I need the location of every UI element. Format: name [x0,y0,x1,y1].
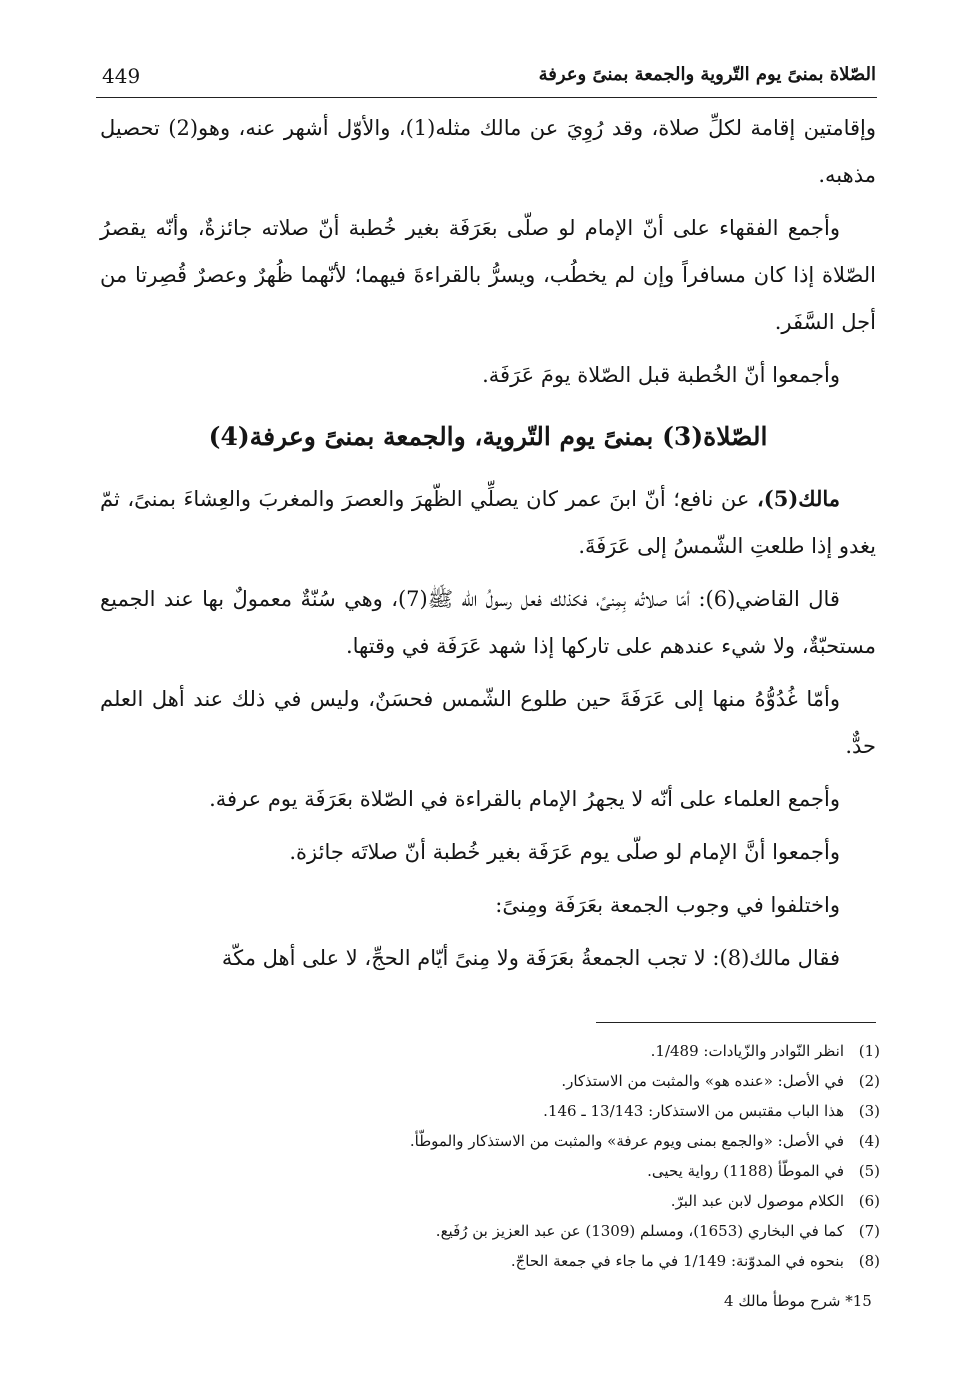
paragraph-body: عن نافع؛ أنّ ابنَ عمر كان يصلِّي الظّهرَ والعصرَ والمغربَ والعِشاءَ بمنىً، ثمّ يغدو إذا طلعتِ الشّمسُ إلى عَرَفَةَ. [100,487,876,558]
page-number: 449 [102,64,141,88]
printer-signature: 15* شرح موطأ مالك 4 [724,1292,872,1310]
paragraph: وأجمعوا أنَّ الإمام لو صلّى يوم عَرَفَة بغير خُطبة أنّ صلاتَه جائزة. [289,840,840,864]
footnote-text: في الموطّأ (1188) رواية يحيى. [647,1162,844,1180]
footnote [250,1096,880,1126]
footnote [250,1126,880,1156]
footnote-text: انظر النّوادر والزّيادات: 1/489. [650,1042,844,1060]
footnote-text: في الأصل: «والجمع بمنى ويوم عرفة» والمثبت من الاستذكار والموطّأ. [409,1132,844,1150]
footnote [250,1246,880,1276]
footnote [250,1216,880,1246]
paragraph: وأجمع الفقهاء على أنّ الإمام لو صلّى بعَرَفَة بغير خُطبة أنّ صلاته جائزةٌ، وأنّه يقصرُ الصّلاة إذا كان مسافراً وإن لم يخطُب، ويسرُّ بالقراءةَ فيهما؛ لأنّهما ظُهرٌ وعصرٌ قُصِرتا من أجل السَّفَر. [100,216,876,334]
footnote-divider [596,1022,876,1023]
footnote-number: (5) [858,1162,880,1180]
main-text [100,105,876,988]
footnote [250,1186,880,1216]
footnote-number: (3) [858,1102,880,1120]
footnote-number: (7) [858,1222,880,1240]
footnote-text: الكلام موصول لابن عبد البرّ. [670,1192,844,1210]
footnote-text: بنحوه في المدوّنة: 1/149 في ما جاء في جمعة الحاجّ. [510,1252,844,1270]
paragraph: قال القاضي(6): أمّا صلاتُه بِمِنىً، فكذلك فعل رسولُ الله ﷺ(7)، وهي سُنّةٌ معمولٌ بها عند الجميع مستحبّةٌ، ولا شيء عندهم على تاركها إذا شهد عَرَفَة في وقتها. [100,587,876,658]
footnote-number: (8) [858,1252,880,1270]
footnotes [250,1036,880,1276]
header-title: الصّلاة بمنىً يوم التّروية والجمعة بمنىً وعرفة [538,64,876,85]
paragraph: واختلفوا في وجوب الجمعة بعَرَفَة ومِنىً: [495,893,840,917]
footnote-number: (4) [858,1132,880,1150]
footnote [250,1156,880,1186]
paragraph [100,475,876,570]
paragraph-lead: مالك(5)، [756,486,840,511]
footnote [250,1036,880,1066]
footnote-text: كما في البخاري (1653)، ومسلم (1309) عن عبد العزيز بن رُفَيع. [435,1222,844,1240]
section-title: الصّلاة(3) بمنىً يوم التّروية، والجمعة بمنىً وعرفة(4) [208,422,768,451]
footnote [250,1066,880,1096]
paragraph: وأجمعوا أنّ الخُطبة قبل الصّلاة يومَ عَرَفَة. [482,363,840,387]
footnote-text: هذا الباب مقتبس من الاستذكار: 13/143 ـ 146. [543,1102,844,1120]
paragraph: وأمّا غُدُوُّهُ منها إلى عَرَفَةَ حين طلوع الشّمس فحسَنٌ، وليس في ذلك عند أهل العلم حدٌّ. [100,687,876,758]
running-header [96,60,876,96]
footnote-number: (6) [858,1192,880,1210]
paragraph: وأجمع العلماء على أنّه لا يجهرُ الإمام بالقراءة في الصّلاة بعَرَفَة يوم عرفة. [209,787,840,811]
footnote-number: (2) [858,1072,880,1090]
paragraph: فقال مالك(8): لا تجب الجمعةُ بعَرَفَة ولا مِنىً أيّام الحجِّ، لا على أهل مكّة [221,946,840,970]
footnote-text: في الأصل: «عنده هو» والمثبت من الاستذكار. [561,1072,844,1090]
footnote-number: (1) [858,1042,880,1060]
paragraph: وإقامتين إقامة لكلِّ صلاة، وقد رُوِيَ عن مالك مثله(1)، والأوّل أشهر عنه، وهو(2) تحصيل مذهبه. [100,116,876,187]
header-divider [96,97,877,98]
